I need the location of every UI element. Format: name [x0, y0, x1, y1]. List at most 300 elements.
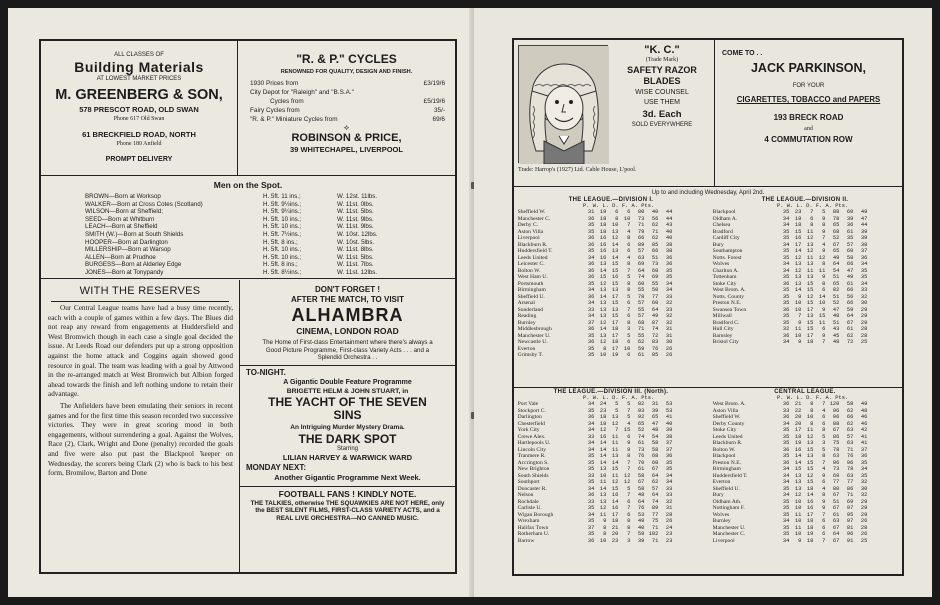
stat-cell: 68: [637, 319, 645, 326]
stat-cell: 71: [846, 492, 854, 498]
stat-cell: 12: [794, 267, 802, 274]
stat-cell: 36: [665, 261, 673, 267]
team-name: Derby C.: [517, 222, 539, 228]
team-name: Lincoln City: [517, 446, 547, 453]
stat-cell: 17: [806, 511, 814, 518]
stat-cell: 14: [794, 287, 802, 293]
stat-cell: 13: [794, 479, 802, 485]
stat-cell: 35: [782, 248, 790, 254]
cycles-price-label: City Depot for "Raleigh" and "B.S.A.": [250, 89, 354, 96]
team-name: Stoke City: [712, 280, 737, 287]
stat-cell: 48: [860, 407, 868, 414]
stat-cell: 35: [587, 332, 595, 339]
stat-cell: 28: [860, 332, 868, 339]
cycles-price-row: [250, 79, 445, 88]
stat-cell: 73: [637, 446, 645, 453]
stat-cell: 41: [665, 414, 673, 420]
kc-line4: USE THEM: [643, 99, 681, 106]
stat-cell: 35: [587, 352, 595, 358]
stat-cell: 37: [587, 319, 595, 326]
stat-cell: 19: [599, 209, 607, 215]
stat-cell: 10: [818, 300, 826, 306]
stat-cell: 35: [587, 505, 595, 511]
greenberg-line1: ALL CLASSES OF: [114, 52, 164, 58]
stat-cell: 34: [860, 466, 868, 472]
stat-cell: 55: [637, 287, 645, 293]
stat-cell: 34: [665, 280, 673, 287]
stat-cell: 12: [794, 254, 802, 261]
stat-cell: 79: [637, 228, 645, 235]
stat-cell: 75: [832, 440, 840, 446]
team-name: Manchester U.: [517, 332, 551, 339]
cycles-price-row: [250, 88, 445, 97]
stat-cell: 17: [611, 511, 619, 518]
stat-cell: 9: [822, 228, 826, 235]
stat-cell: 56: [846, 293, 854, 300]
stat-cell: 53: [665, 401, 673, 407]
stat-cell: 7: [627, 505, 631, 511]
stat-cell: 34: [782, 537, 790, 544]
stat-cell: 96: [832, 407, 840, 414]
player-height: H. 5ft. 10 ins.;: [263, 223, 302, 231]
stat-cell: 38: [665, 241, 673, 248]
team-name: Rotherham U.: [517, 531, 550, 537]
stat-cell: 78: [832, 446, 840, 453]
reserves-body: Our Central League teams have had a busy time recently, each with a couple of games within a few days. The Blues did not reap any reward from engagements at Huddersfield and West Bromwich though in each case a single goal decided the issue. At Leeds Road our defenders put up a strong opposition against the home attack and Coggins again showed good resource in goal. The team was leading with a goal by Attwood in the re-arranged match at West Bromwich but Albion forged ahead towards the finish and left nothing undone to retain their advantage.: [48, 304, 233, 399]
stat-cell: 41: [860, 433, 868, 440]
stat-cell: 35: [782, 440, 790, 446]
stat-cell: 10: [794, 505, 802, 511]
stat-cell: 12: [611, 420, 619, 427]
stat-cell: 18: [599, 228, 607, 235]
stat-cell: 68: [832, 228, 840, 235]
stat-cell: 67: [832, 492, 840, 498]
stat-cell: 8: [603, 345, 607, 352]
stat-cell: 9: [822, 274, 826, 280]
stat-cell: 53: [637, 511, 645, 518]
stat-cell: 25: [860, 537, 868, 544]
central-league-table: [708, 389, 902, 544]
team-name: Leeds United: [712, 433, 743, 440]
stat-cell: 11: [599, 479, 607, 485]
stat-cell: 8: [615, 215, 619, 222]
stat-cell: 5: [822, 433, 826, 440]
stat-cell: 87: [651, 319, 659, 326]
stat-cell: 12: [806, 235, 814, 241]
reserves-title: WITH THE RESERVES: [79, 285, 201, 297]
stat-cell: 30: [860, 485, 868, 492]
stat-cell: 3: [822, 440, 826, 446]
stat-cell: 35: [782, 505, 790, 511]
stat-cell: 67: [832, 241, 840, 248]
stat-cell: 52: [832, 300, 840, 306]
stat-cell: 17: [611, 332, 619, 339]
division2-column-header: P. W. L. D. F. A. Pts.: [777, 203, 849, 209]
stat-cell: 14: [611, 254, 619, 261]
parkinson-ad: [714, 40, 902, 186]
team-name: Aston Villa: [712, 407, 739, 414]
stat-cell: 62: [846, 332, 854, 339]
stat-cell: 66: [846, 414, 854, 420]
team-name: Carlisle U.: [517, 505, 542, 511]
stat-cell: 15: [806, 479, 814, 485]
stat-cell: 26: [860, 518, 868, 524]
stat-cell: 6: [822, 287, 826, 293]
stat-cell: 15: [611, 300, 619, 306]
stat-cell: 61: [637, 466, 645, 472]
stat-cell: 23: [665, 531, 673, 537]
stat-cell: 57: [651, 485, 659, 492]
stat-cell: 40: [665, 228, 673, 235]
stat-cell: 77: [651, 293, 659, 300]
stat-cell: 89: [637, 241, 645, 248]
stat-cell: 36: [587, 414, 595, 420]
stat-cell: 33: [587, 472, 595, 479]
stat-cell: 35: [782, 254, 790, 261]
stat-cell: 65: [832, 280, 840, 287]
stat-cell: 66: [846, 300, 854, 306]
stat-cell: 96: [832, 414, 840, 420]
stat-cell: 19: [611, 352, 619, 358]
stat-cell: 34: [782, 261, 790, 267]
stat-cell: 71: [651, 524, 659, 531]
stat-cell: 74: [637, 433, 645, 440]
stat-cell: 5: [822, 446, 826, 453]
kc-razor-ad: [514, 40, 714, 186]
stat-cell: 61: [832, 511, 840, 518]
stat-cell: 68: [651, 453, 659, 459]
stat-cell: 10: [794, 531, 802, 537]
stat-cell: 120: [829, 401, 840, 407]
player-birthplace: BURGESS—Born at Alderley Edge: [85, 261, 182, 269]
men-row: [85, 208, 455, 216]
stat-cell: 36: [587, 261, 595, 267]
team-name: Tottenham: [712, 274, 737, 280]
men-row: [85, 261, 455, 269]
stat-cell: 36: [665, 453, 673, 459]
men-row: [85, 216, 455, 224]
stat-cell: 13: [806, 313, 814, 319]
team-name: Crewe Alex.: [517, 433, 546, 440]
stat-cell: 70: [637, 459, 645, 466]
stat-cell: 32: [665, 319, 673, 326]
stat-cell: 16: [806, 498, 814, 505]
team-name: Cardiff City: [712, 235, 740, 241]
stat-cell: 37: [665, 446, 673, 453]
stat-cell: 9: [627, 440, 631, 446]
stat-cell: 76: [651, 345, 659, 352]
stat-cell: 34: [665, 287, 673, 293]
team-name: Manchester U.: [712, 524, 746, 531]
stat-cell: 14: [794, 459, 802, 466]
stat-cell: 17: [611, 319, 619, 326]
stat-cell: 32: [860, 293, 868, 300]
stat-cell: 18: [806, 485, 814, 492]
stat-cell: 13: [599, 306, 607, 313]
stat-cell: 96: [846, 531, 854, 537]
stat-cell: 34: [665, 479, 673, 485]
stat-cell: 18: [611, 339, 619, 345]
stat-cell: 60: [651, 267, 659, 274]
stat-cell: 35: [782, 209, 790, 215]
cycles-price-label: Fairy Cycles from: [250, 107, 300, 114]
stat-cell: 35: [587, 453, 595, 459]
team-name: Leeds United: [517, 254, 548, 261]
stat-cell: 8: [627, 280, 631, 287]
stat-cell: 9: [822, 306, 826, 313]
stat-cell: 18: [599, 420, 607, 427]
stat-cell: 9: [822, 248, 826, 254]
stat-cell: 10: [623, 215, 631, 222]
team-name: Bury: [712, 241, 724, 248]
stat-cell: 7: [627, 267, 631, 274]
stat-cell: 35: [782, 511, 790, 518]
alhambra-line8: Starring: [336, 445, 358, 452]
team-name: Barrow: [517, 537, 535, 544]
stat-cell: 20: [794, 414, 802, 420]
stat-cell: 72: [846, 339, 854, 345]
player-weight: W. 11st. 5lbs.: [337, 253, 374, 261]
stat-cell: 54: [832, 267, 840, 274]
player-weight: W. 12st. 11lbs.: [337, 193, 378, 200]
stat-cell: 13: [806, 453, 814, 459]
stat-cell: 32: [665, 313, 673, 319]
team-name: Manchester C.: [517, 215, 551, 222]
team-name: Bradford C.: [712, 319, 740, 326]
stat-cell: 33: [587, 433, 595, 440]
stat-cell: 11: [806, 228, 814, 235]
stat-cell: 75: [651, 518, 659, 524]
stat-cell: 14: [599, 440, 607, 446]
stat-cell: 33: [587, 306, 595, 313]
stat-cell: 13: [599, 300, 607, 306]
stat-cell: 8: [627, 453, 631, 459]
team-name: Burnley: [517, 319, 536, 326]
stat-cell: 18: [794, 222, 802, 228]
team-name: Burnley: [712, 518, 731, 524]
stat-cell: 59: [846, 306, 854, 313]
stat-cell: 40: [665, 235, 673, 241]
stat-cell: 5: [627, 485, 631, 492]
stat-cell: 7: [822, 459, 826, 466]
division3-rows: [517, 401, 673, 544]
stat-cell: 35: [587, 479, 595, 485]
stat-cell: 34: [587, 313, 595, 319]
stat-cell: 10: [599, 472, 607, 479]
table-row: [517, 352, 673, 359]
stat-cell: 22: [794, 407, 802, 414]
stat-cell: 6: [627, 498, 631, 505]
stat-cell: 62: [846, 407, 854, 414]
kc-line5: SOLD EVERYWHERE: [631, 122, 693, 128]
stat-cell: 14: [599, 459, 607, 466]
stat-cell: 34: [587, 401, 595, 407]
stat-cell: 18: [794, 433, 802, 440]
player-weight: W. 11st. 9lbs.: [337, 215, 374, 223]
team-name: Newcastle U.: [517, 339, 548, 345]
greenberg-line2: Building Materials: [74, 59, 204, 75]
stat-cell: 35: [665, 466, 673, 472]
stat-cell: 16: [599, 241, 607, 248]
stat-cell: 17: [806, 306, 814, 313]
stat-cell: 21: [611, 524, 619, 531]
stat-cell: 15: [611, 261, 619, 267]
team-name: Chelsea: [712, 222, 731, 228]
stat-cell: 28: [860, 326, 868, 332]
team-name: Sheffield W.: [712, 414, 741, 420]
player-height: H. 5ft. 8 ins.;: [263, 238, 298, 246]
stat-cell: 34: [782, 267, 790, 274]
stat-cell: 10: [599, 537, 607, 544]
stat-cell: 12: [599, 505, 607, 511]
division1-table: [514, 197, 708, 359]
division3-column-header: P. W. L. D. F. A. Pts.: [583, 395, 655, 401]
stat-cell: 8: [822, 222, 826, 228]
stat-cell: 57: [637, 248, 645, 254]
stat-cell: 16: [794, 235, 802, 241]
stat-cell: 32: [860, 479, 868, 485]
team-name: Wolves: [712, 511, 730, 518]
stat-cell: 9: [822, 498, 826, 505]
stat-cell: 16: [806, 505, 814, 511]
player-birthplace: JONES—Born at Tonypandy: [85, 268, 164, 276]
stat-cell: 10: [794, 306, 802, 313]
stat-cell: 71: [651, 537, 659, 544]
stat-cell: 35: [587, 466, 595, 472]
stat-cell: 62: [651, 479, 659, 485]
team-name: Bolton W.: [517, 267, 541, 274]
stat-cell: 42: [860, 427, 868, 433]
alhambra-film1: THE YACHT OF THE SEVEN SINS: [268, 394, 427, 422]
stat-cell: 40: [665, 420, 673, 427]
stat-cell: 71: [637, 222, 645, 228]
stat-cell: 15: [623, 427, 631, 433]
stat-cell: 15: [794, 466, 802, 472]
stat-cell: 9: [798, 293, 802, 300]
stat-cell: 36: [860, 254, 868, 261]
stat-cell: 6: [822, 518, 826, 524]
left-page: [8, 8, 474, 597]
parkinson-and: and: [804, 126, 813, 132]
stat-cell: 36: [665, 254, 673, 261]
stat-cell: 35: [587, 518, 595, 524]
stat-cell: 13: [806, 440, 814, 446]
division2-rows: [712, 209, 868, 346]
stat-cell: 12: [599, 280, 607, 287]
stat-cell: 61: [846, 228, 854, 235]
stat-cell: 76: [637, 505, 645, 511]
stat-cell: 36: [587, 537, 595, 544]
stat-cell: 34: [587, 427, 595, 433]
stat-cell: 13: [611, 228, 619, 235]
stat-cell: 11: [806, 427, 814, 433]
stat-cell: 6: [627, 209, 631, 215]
alhambra-cinema: CINEMA, LONDON ROAD: [296, 326, 399, 336]
team-name: Hartlepools U.: [517, 440, 551, 446]
stat-cell: 6: [822, 420, 826, 427]
stat-cell: 14: [599, 326, 607, 332]
cycles-price-value: £3/19/6: [423, 80, 445, 87]
player-birthplace: HOOPER—Born at Darlington: [85, 238, 168, 246]
stat-cell: 48: [832, 313, 840, 319]
stat-cell: 37: [860, 248, 868, 254]
cycles-price-value: 35/-: [433, 107, 445, 114]
player-weight: W. 11st. 7lbs.: [337, 261, 374, 269]
stat-cell: 35: [860, 267, 868, 274]
stat-cell: 11: [611, 472, 619, 479]
cycles-price-row: [250, 106, 445, 115]
stat-cell: 36: [782, 446, 790, 453]
stat-cell: 17: [806, 332, 814, 339]
stat-cell: 78: [832, 215, 840, 222]
team-name: Swansea Town: [712, 306, 747, 313]
stat-cell: 6: [822, 479, 826, 485]
men-on-the-spot: [41, 175, 455, 279]
stat-cell: 6: [822, 326, 826, 332]
player-height: H. 5ft. 8 ins.;: [263, 261, 298, 269]
kc-line3: WISE COUNSEL: [635, 89, 689, 96]
tables-divider: [514, 387, 902, 388]
division3-table: [514, 389, 708, 544]
programme-spread: [8, 8, 932, 597]
team-name: Aston Villa: [517, 228, 544, 235]
player-weight: W. 11st. 8lbs.: [337, 246, 374, 254]
stat-cell: 11: [611, 440, 619, 446]
stat-cell: 13: [806, 241, 814, 248]
stat-cell: 5: [822, 209, 826, 215]
division3-title: THE LEAGUE.—DIVISION III. (North).: [553, 389, 669, 395]
stat-cell: 76: [637, 453, 645, 459]
greenberg-phone2: Phone 180 Anfield: [116, 141, 162, 147]
stat-cell: 36: [587, 326, 595, 332]
stat-cell: 7: [627, 466, 631, 472]
team-name: Sheffield U.: [517, 293, 545, 300]
stat-cell: 34: [587, 440, 595, 446]
men-row: [85, 223, 455, 231]
stat-cell: 33: [587, 498, 595, 505]
stat-cell: 11: [806, 254, 814, 261]
team-name: Grimsby T.: [517, 352, 543, 358]
stat-cell: 91: [846, 537, 854, 544]
stat-cell: 35: [782, 524, 790, 531]
stat-cell: 63: [846, 472, 854, 479]
stat-cell: 62: [651, 235, 659, 241]
stat-cell: 8: [822, 280, 826, 287]
men-list: [41, 191, 455, 277]
stat-cell: 50: [651, 287, 659, 293]
stat-cell: 16: [599, 254, 607, 261]
stat-cell: 4: [822, 466, 826, 472]
stat-cell: 36: [782, 306, 790, 313]
stat-cell: 14: [599, 293, 607, 300]
men-row: [85, 201, 455, 209]
stat-cell: 6: [627, 339, 631, 345]
stat-cell: 35: [782, 453, 790, 459]
player-height: H. 5ft. 7½ins.;: [263, 230, 302, 238]
greenberg-ad: [41, 41, 237, 175]
stat-cell: 7: [627, 222, 631, 228]
stat-cell: 36: [587, 241, 595, 248]
stat-cell: 14: [794, 453, 802, 459]
stat-cell: 51: [832, 498, 840, 505]
stat-cell: 16: [599, 433, 607, 440]
stat-cell: 14: [806, 492, 814, 498]
alhambra-line7: An Intriguing Murder Mystery Drama.: [290, 423, 405, 431]
stat-cell: 4: [822, 241, 826, 248]
stat-cell: 11: [611, 446, 619, 453]
stat-cell: 10: [794, 518, 802, 524]
stat-cell: 62: [846, 420, 854, 427]
